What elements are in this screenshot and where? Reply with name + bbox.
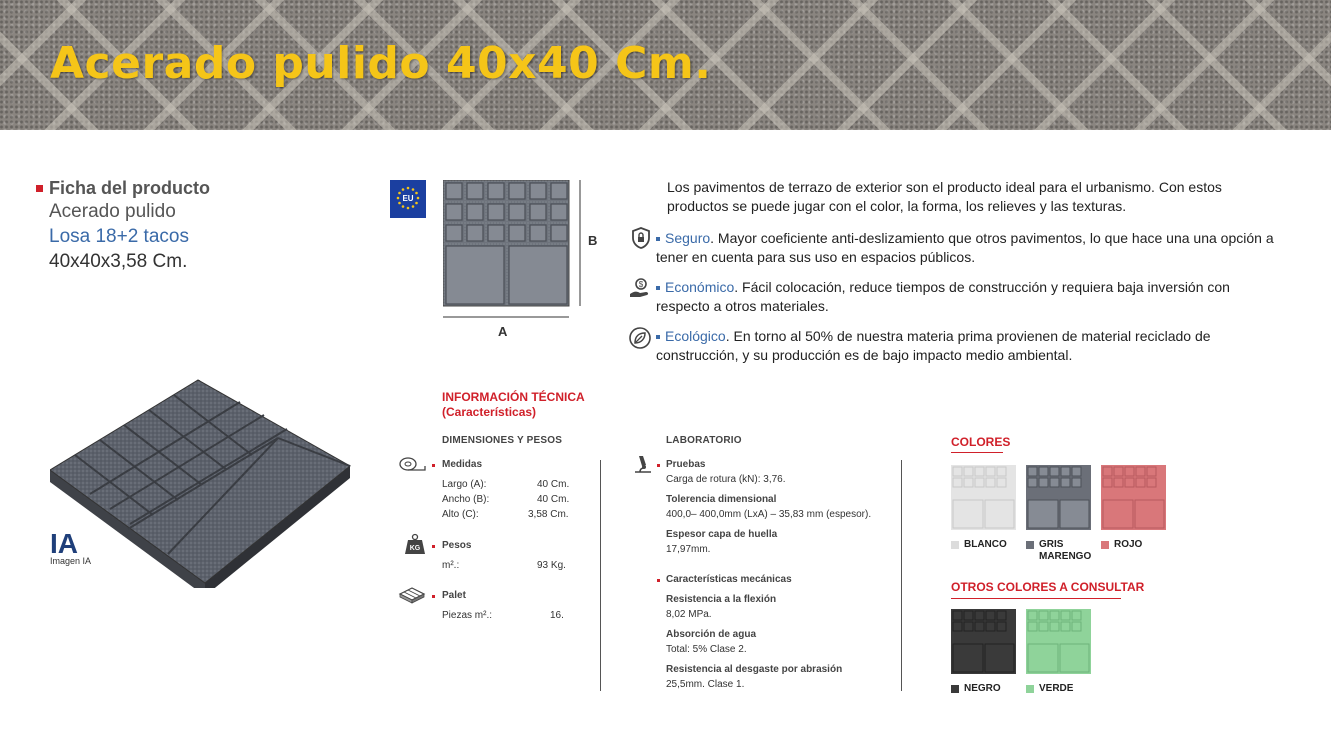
desgaste-value: 25,5mm. Clase 1. (666, 679, 745, 690)
dimensions-heading: DIMENSIONES Y PESOS (442, 435, 563, 446)
label-blanco: BLANCO (951, 539, 1007, 551)
tile-3d-image (50, 378, 355, 588)
lab-heading: LABORATORIO (666, 435, 742, 446)
ancho-label: Ancho (B): (442, 494, 490, 505)
eu-flag-icon (390, 180, 426, 218)
desgaste-heading: Resistencia al desgaste por abrasión (666, 664, 843, 675)
page-title: Acerado pulido 40x40 Cm. (50, 38, 712, 89)
color-chip (1026, 541, 1034, 549)
ai-image-caption: Imagen IA (50, 556, 92, 566)
tape-measure-icon (399, 456, 427, 472)
swatch-blanco (951, 465, 1016, 530)
ecologico-text: Ecológico. En torno al 50% de nuestra materia prima provienen de material reciclado de construcción, y su producción es de bajo impacto medio ambiental. (656, 328, 1211, 363)
alto-value: 3,58 Cm. (528, 509, 569, 520)
intro-text: Los pavimentos de terrazo de exterior son el producto ideal para el urbanismo. Con estos productos se puede jugar con el color, la forma, los relieves y las texturas. (667, 179, 1222, 214)
red-bullet-icon (432, 595, 435, 598)
svg-text:$: $ (638, 280, 644, 289)
leaf-eco-icon (628, 326, 652, 350)
eu-flag-text: EU (402, 194, 414, 203)
swatch-gris-marengo (1026, 465, 1091, 530)
divider-left (600, 460, 601, 691)
mecanicas-heading: Características mecánicas (666, 574, 792, 585)
money-hand-icon (628, 276, 652, 300)
weight-kg-icon (404, 533, 426, 555)
other-colors-underline (951, 598, 1121, 599)
seguro-text: Seguro. Mayor coeficiente anti-deslizamiento que otros pavimentos, lo que hace una una opción a tener en cuenta para sus uso en espacios públicos. (656, 230, 1274, 265)
largo-value: 40 Cm. (537, 479, 570, 490)
red-bullet-icon (36, 185, 43, 192)
pesos-heading: Pesos (442, 540, 472, 551)
tolerancia-value: 400,0– 400,0mm (LxA) – 35,83 mm (espesor). (666, 509, 872, 520)
medidas-heading: Medidas (442, 459, 483, 470)
dimension-a-label: A (498, 324, 508, 339)
espesor-value: 17,97mm. (666, 544, 711, 555)
red-bullet-icon (432, 545, 435, 548)
color-chip (1101, 541, 1109, 549)
header-banner (0, 0, 1331, 130)
other-colors-heading: OTROS COLORES A CONSULTAR (951, 580, 1145, 594)
espesor-heading: Espesor capa de huella (666, 529, 778, 540)
carga-value: Carga de rotura (kN): 3,76. (666, 474, 786, 485)
swatch-verde (1026, 609, 1091, 674)
ai-image-label: IA (50, 528, 78, 559)
label-negro: NEGRO (951, 683, 1001, 695)
alto-label: Alto (C): (442, 509, 479, 520)
red-bullet-icon (657, 464, 660, 467)
colors-heading: COLORES (951, 435, 1011, 449)
label-gris-marengo: GRIS MARENGO (1026, 539, 1091, 563)
pruebas-heading: Pruebas (666, 459, 706, 470)
piezas-value: 16. (550, 610, 564, 621)
tech-info-title: INFORMACIÓN TÉCNICA (Características) (442, 390, 585, 419)
product-type: Losa 18+2 tacos (49, 226, 189, 247)
microscope-icon (632, 454, 654, 474)
m2-value: 93 Kg. (537, 560, 566, 571)
flexion-value: 8,02 MPa. (666, 609, 712, 620)
blue-bullet-icon (656, 237, 660, 241)
divider-right (901, 460, 902, 691)
product-name: Acerado pulido (49, 201, 176, 222)
blue-bullet-icon (656, 286, 660, 290)
palet-heading: Palet (442, 590, 466, 601)
product-sheet (36, 178, 210, 274)
weight-kg-text: KG (409, 545, 421, 552)
economico-text: Económico. Fácil colocación, reduce tiempos de construcción y requiera baja inversión con respecto a otros materiales. (656, 279, 1230, 314)
dimension-b-label: B (588, 233, 598, 248)
red-bullet-icon (432, 464, 435, 467)
swatch-negro (951, 609, 1016, 674)
color-chip (951, 685, 959, 693)
piezas-label: Piezas m².: (442, 610, 493, 621)
colors-underline (951, 452, 1003, 453)
tolerancia-heading: Tolerencia dimensional (666, 494, 777, 505)
red-bullet-icon (657, 579, 660, 582)
ancho-value: 40 Cm. (537, 494, 570, 505)
flexion-heading: Resistencia a la flexión (666, 594, 777, 605)
label-verde: VERDE (1026, 683, 1073, 695)
tile-top-view (443, 180, 588, 325)
product-size: 40x40x3,58 Cm. (49, 251, 188, 272)
pallet-icon (398, 586, 426, 604)
m2-label: m².: (442, 560, 460, 571)
label-rojo: ROJO (1101, 539, 1142, 551)
color-chip (951, 541, 959, 549)
color-chip (1026, 685, 1034, 693)
shield-lock-icon (630, 227, 652, 249)
product-sheet-heading: Ficha del producto (36, 178, 210, 199)
blue-bullet-icon (656, 335, 660, 339)
absorcion-value: Total: 5% Clase 2. (666, 644, 747, 655)
swatch-rojo (1101, 465, 1166, 530)
largo-label: Largo (A): (442, 479, 487, 490)
absorcion-heading: Absorción de agua (666, 629, 757, 640)
